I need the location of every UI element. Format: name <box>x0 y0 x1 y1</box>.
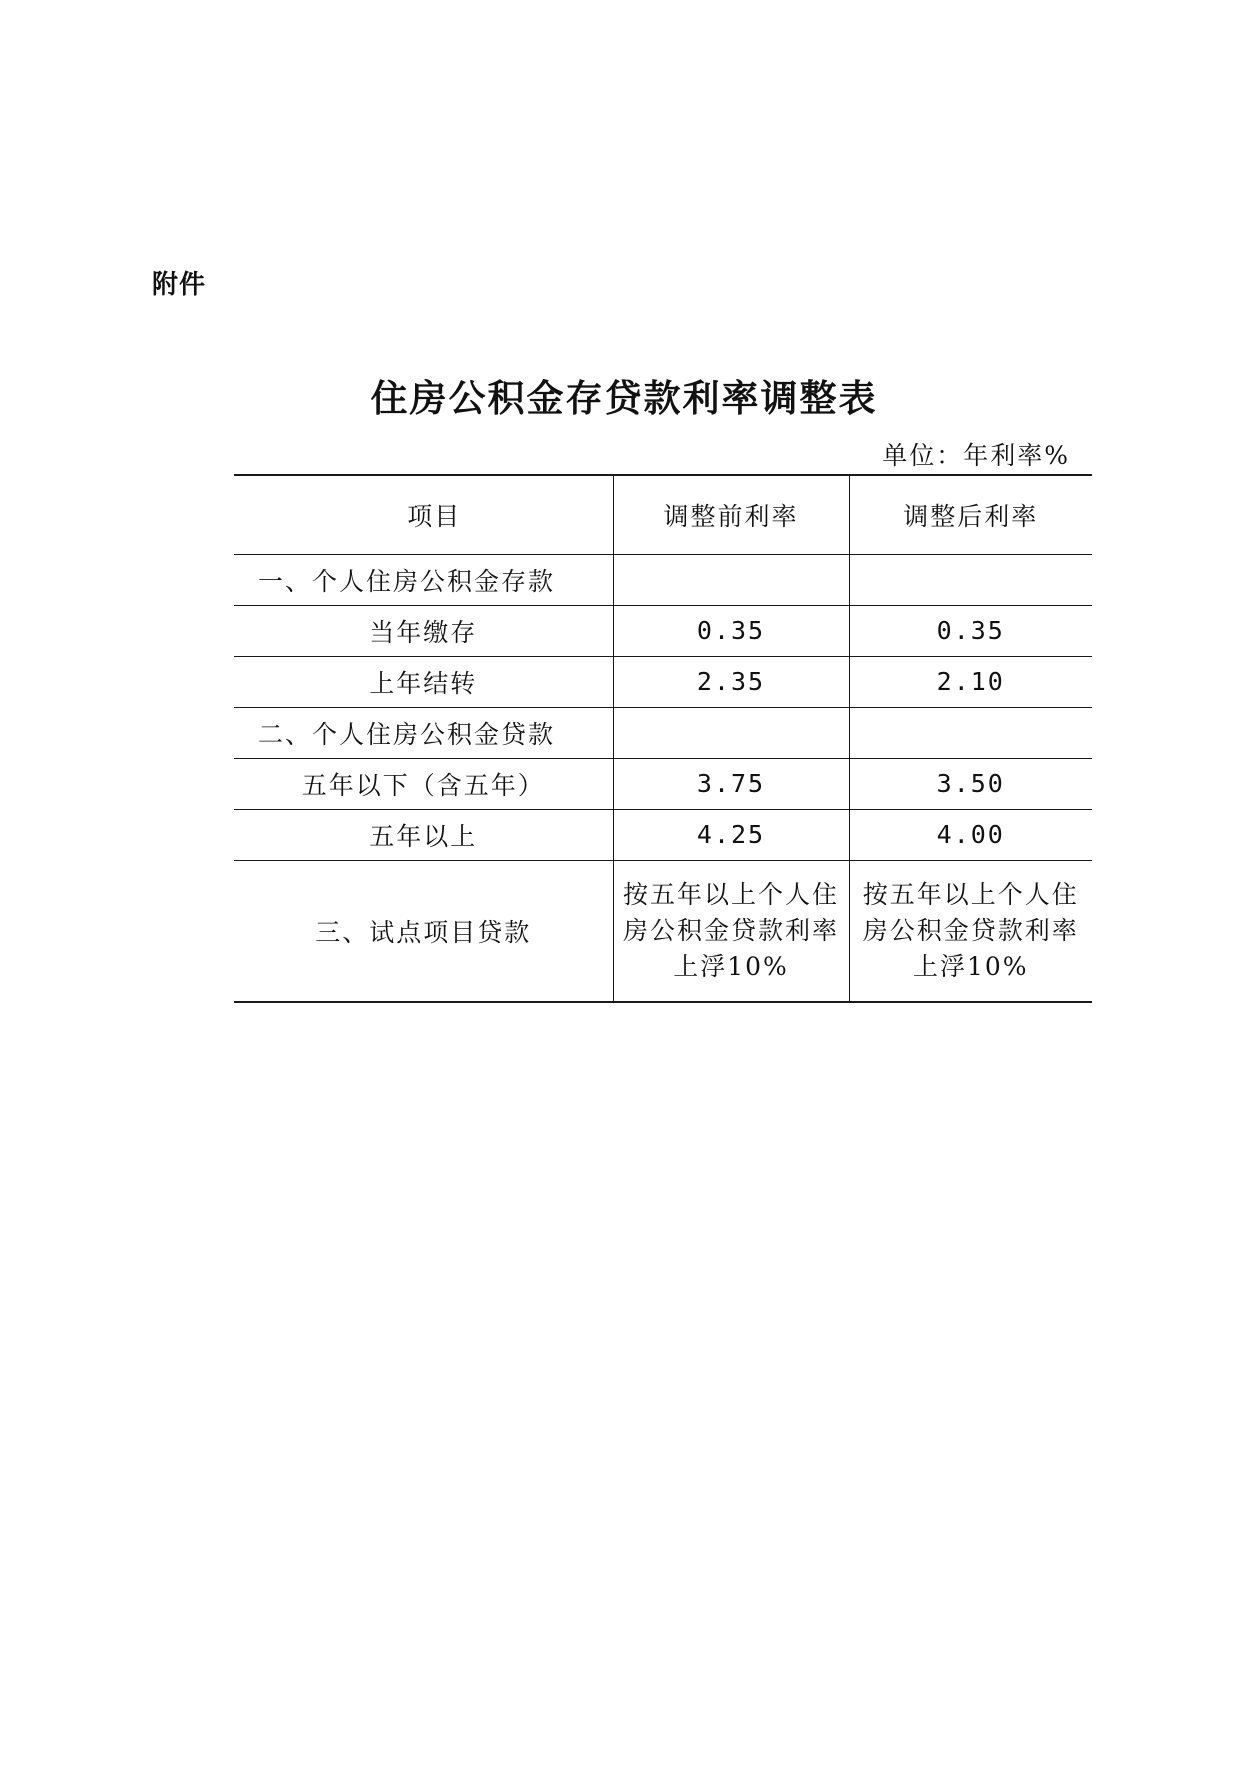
row-item: 一、个人住房公积金存款 <box>234 554 613 605</box>
interest-rate-table <box>234 474 1092 1003</box>
row-before-rate: 3.75 <box>613 758 849 809</box>
row-item: 五年以上 <box>234 809 613 860</box>
row-after-rate: 3.50 <box>849 758 1092 809</box>
document-title: 住房公积金存贷款利率调整表 <box>370 376 878 420</box>
row-item: 三、试点项目贷款 <box>234 860 613 1002</box>
column-header-item: 项目 <box>234 475 613 554</box>
row-item: 上年结转 <box>234 656 613 707</box>
row-after-rate <box>849 554 1092 605</box>
table-row <box>234 758 1092 809</box>
attachment-label: 附件 <box>152 270 207 300</box>
row-item: 五年以下（含五年） <box>234 758 613 809</box>
row-item: 当年缴存 <box>234 605 613 656</box>
row-after-rate: 4.00 <box>849 809 1092 860</box>
column-header-after: 调整后利率 <box>849 475 1092 554</box>
table-row <box>234 554 1092 605</box>
row-before-rate: 按五年以上个人住房公积金贷款利率上浮10% <box>613 860 849 1002</box>
table-row <box>234 860 1092 1002</box>
row-item: 二、个人住房公积金贷款 <box>234 707 613 758</box>
table-row <box>234 656 1092 707</box>
table-row <box>234 809 1092 860</box>
row-after-rate <box>849 707 1092 758</box>
table-row <box>234 605 1092 656</box>
row-before-rate <box>613 554 849 605</box>
row-after-rate: 2.10 <box>849 656 1092 707</box>
row-before-rate: 2.35 <box>613 656 849 707</box>
table-row <box>234 707 1092 758</box>
row-before-rate: 0.35 <box>613 605 849 656</box>
row-before-rate: 4.25 <box>613 809 849 860</box>
table-header-row <box>234 475 1092 554</box>
row-before-rate <box>613 707 849 758</box>
row-after-rate: 0.35 <box>849 605 1092 656</box>
row-after-rate: 按五年以上个人住房公积金贷款利率上浮10% <box>849 860 1092 1002</box>
column-header-before: 调整前利率 <box>613 475 849 554</box>
unit-note: 单位：年利率% <box>882 441 1070 470</box>
